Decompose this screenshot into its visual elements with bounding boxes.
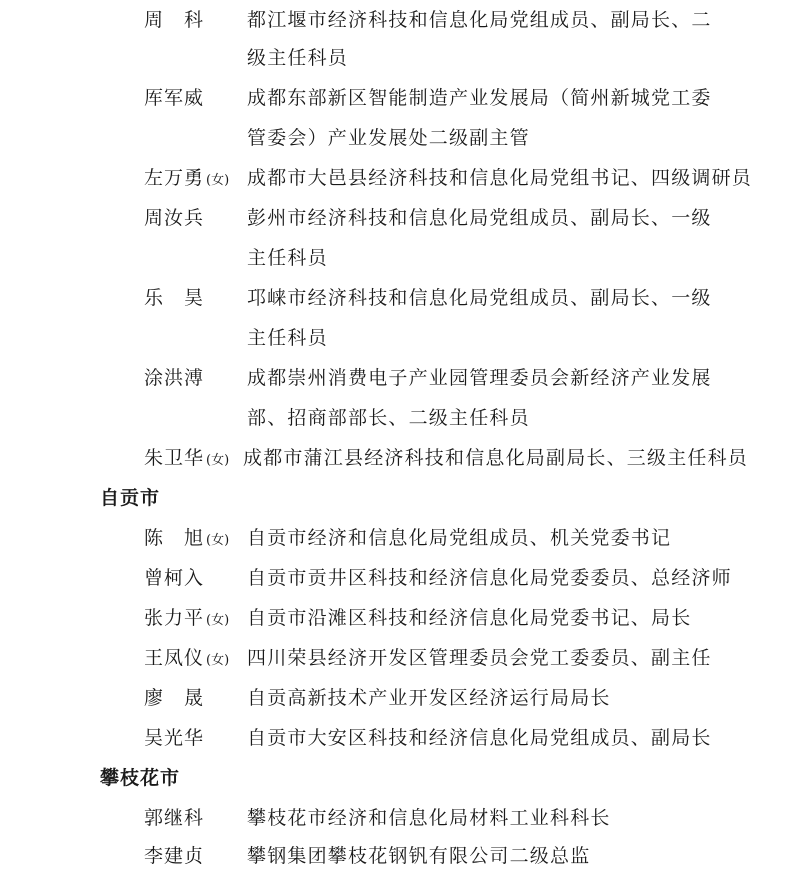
person-title-line: 成都市蒲江县经济科技和信息化局副局长、三级主任科员: [243, 447, 749, 469]
person-title-line: 都江堰市经济科技和信息化局党组成员、副局长、二: [247, 9, 712, 31]
region-heading-panzhihua: 攀枝花市: [100, 767, 181, 789]
person-title-line: 自贡市沿滩区科技和经济信息化局党委书记、局长: [247, 607, 692, 629]
entry-continuation-row: [0, 38, 790, 78]
person-name: 王凤仪 (女): [144, 647, 230, 669]
person-name: 周 科: [144, 9, 205, 31]
person-name: 吴光华: [144, 727, 205, 749]
person-name: 郭继科: [144, 807, 205, 829]
person-title-line: 管委会）产业发展处二级副主管: [247, 127, 530, 149]
gender-tag: (女): [206, 653, 230, 668]
entry-name-row: [0, 836, 790, 876]
person-name: 左万勇 (女): [144, 167, 230, 189]
entry-name-row: [0, 518, 790, 558]
person-title-line: 级主任科员: [247, 47, 349, 69]
region-heading-zigong: 自贡市: [100, 487, 161, 509]
entry-name-row: [0, 78, 790, 118]
person-title-line: 自贡市贡井区科技和经济信息化局党委委员、总经济师: [247, 567, 732, 589]
entry-name-row: [0, 358, 790, 398]
person-title-line: 自贡市大安区科技和经济信息化局党组成员、副局长: [247, 727, 712, 749]
entry-continuation-row: [0, 238, 790, 278]
gender-tag: (女): [206, 173, 230, 188]
person-title-line: 彭州市经济科技和信息化局党组成员、副局长、一级: [247, 207, 712, 229]
person-title-line: 主任科员: [247, 327, 328, 349]
person-title-line: 攀枝花市经济和信息化局材料工业科科长: [247, 807, 611, 829]
person-title-line: 部、招商部部长、二级主任科员: [247, 407, 530, 429]
entry-continuation-row: [0, 398, 790, 438]
entry-name-row: [0, 678, 790, 718]
person-title-line: 自贡高新技术产业开发区经济运行局局长: [247, 687, 611, 709]
entry-name-row: [0, 798, 790, 838]
entry-name-row: [0, 638, 790, 678]
gender-tag: (女): [206, 613, 230, 628]
person-name: 厍军威: [144, 87, 205, 109]
entry-name-row: [0, 278, 790, 318]
person-title-line: 成都东部新区智能制造产业发展局（简州新城党工委: [247, 87, 712, 109]
entry-name-row: [0, 0, 790, 40]
person-title-line: 成都崇州消费电子产业园管理委员会新经济产业发展: [247, 367, 712, 389]
person-name: 涂洪溥: [144, 367, 205, 389]
person-title-line: 自贡市经济和信息化局党组成员、机关党委书记: [247, 527, 672, 549]
person-name: 朱卫华 (女): [144, 447, 230, 469]
entry-continuation-row: [0, 318, 790, 358]
person-name: 乐 昊: [144, 287, 205, 309]
entry-name-row: [0, 558, 790, 598]
person-title-line: 邛崃市经济科技和信息化局党组成员、副局长、一级: [247, 287, 712, 309]
gender-tag: (女): [206, 533, 230, 548]
gender-tag: (女): [206, 453, 230, 468]
entry-name-row: [0, 598, 790, 638]
person-name: 李建贞: [144, 845, 205, 867]
person-title-line: 主任科员: [247, 247, 328, 269]
person-title-line: 攀钢集团攀枝花钢钒有限公司二级总监: [247, 845, 591, 867]
entry-name-row: [0, 198, 790, 238]
person-name: 周汝兵: [144, 207, 205, 229]
person-name: 曾柯入: [144, 567, 205, 589]
entry-name-row: [0, 438, 790, 478]
person-name: 廖 晟: [144, 687, 205, 709]
person-title-line: 四川荣县经济开发区管理委员会党工委委员、副主任: [247, 647, 712, 669]
person-name: 张力平 (女): [144, 607, 230, 629]
person-name: 陈 旭 (女): [144, 527, 230, 549]
entry-name-row: [0, 158, 790, 198]
person-title-line: 成都市大邑县经济科技和信息化局党组书记、四级调研员: [247, 167, 753, 189]
entry-continuation-row: [0, 118, 790, 158]
entry-name-row: [0, 718, 790, 758]
